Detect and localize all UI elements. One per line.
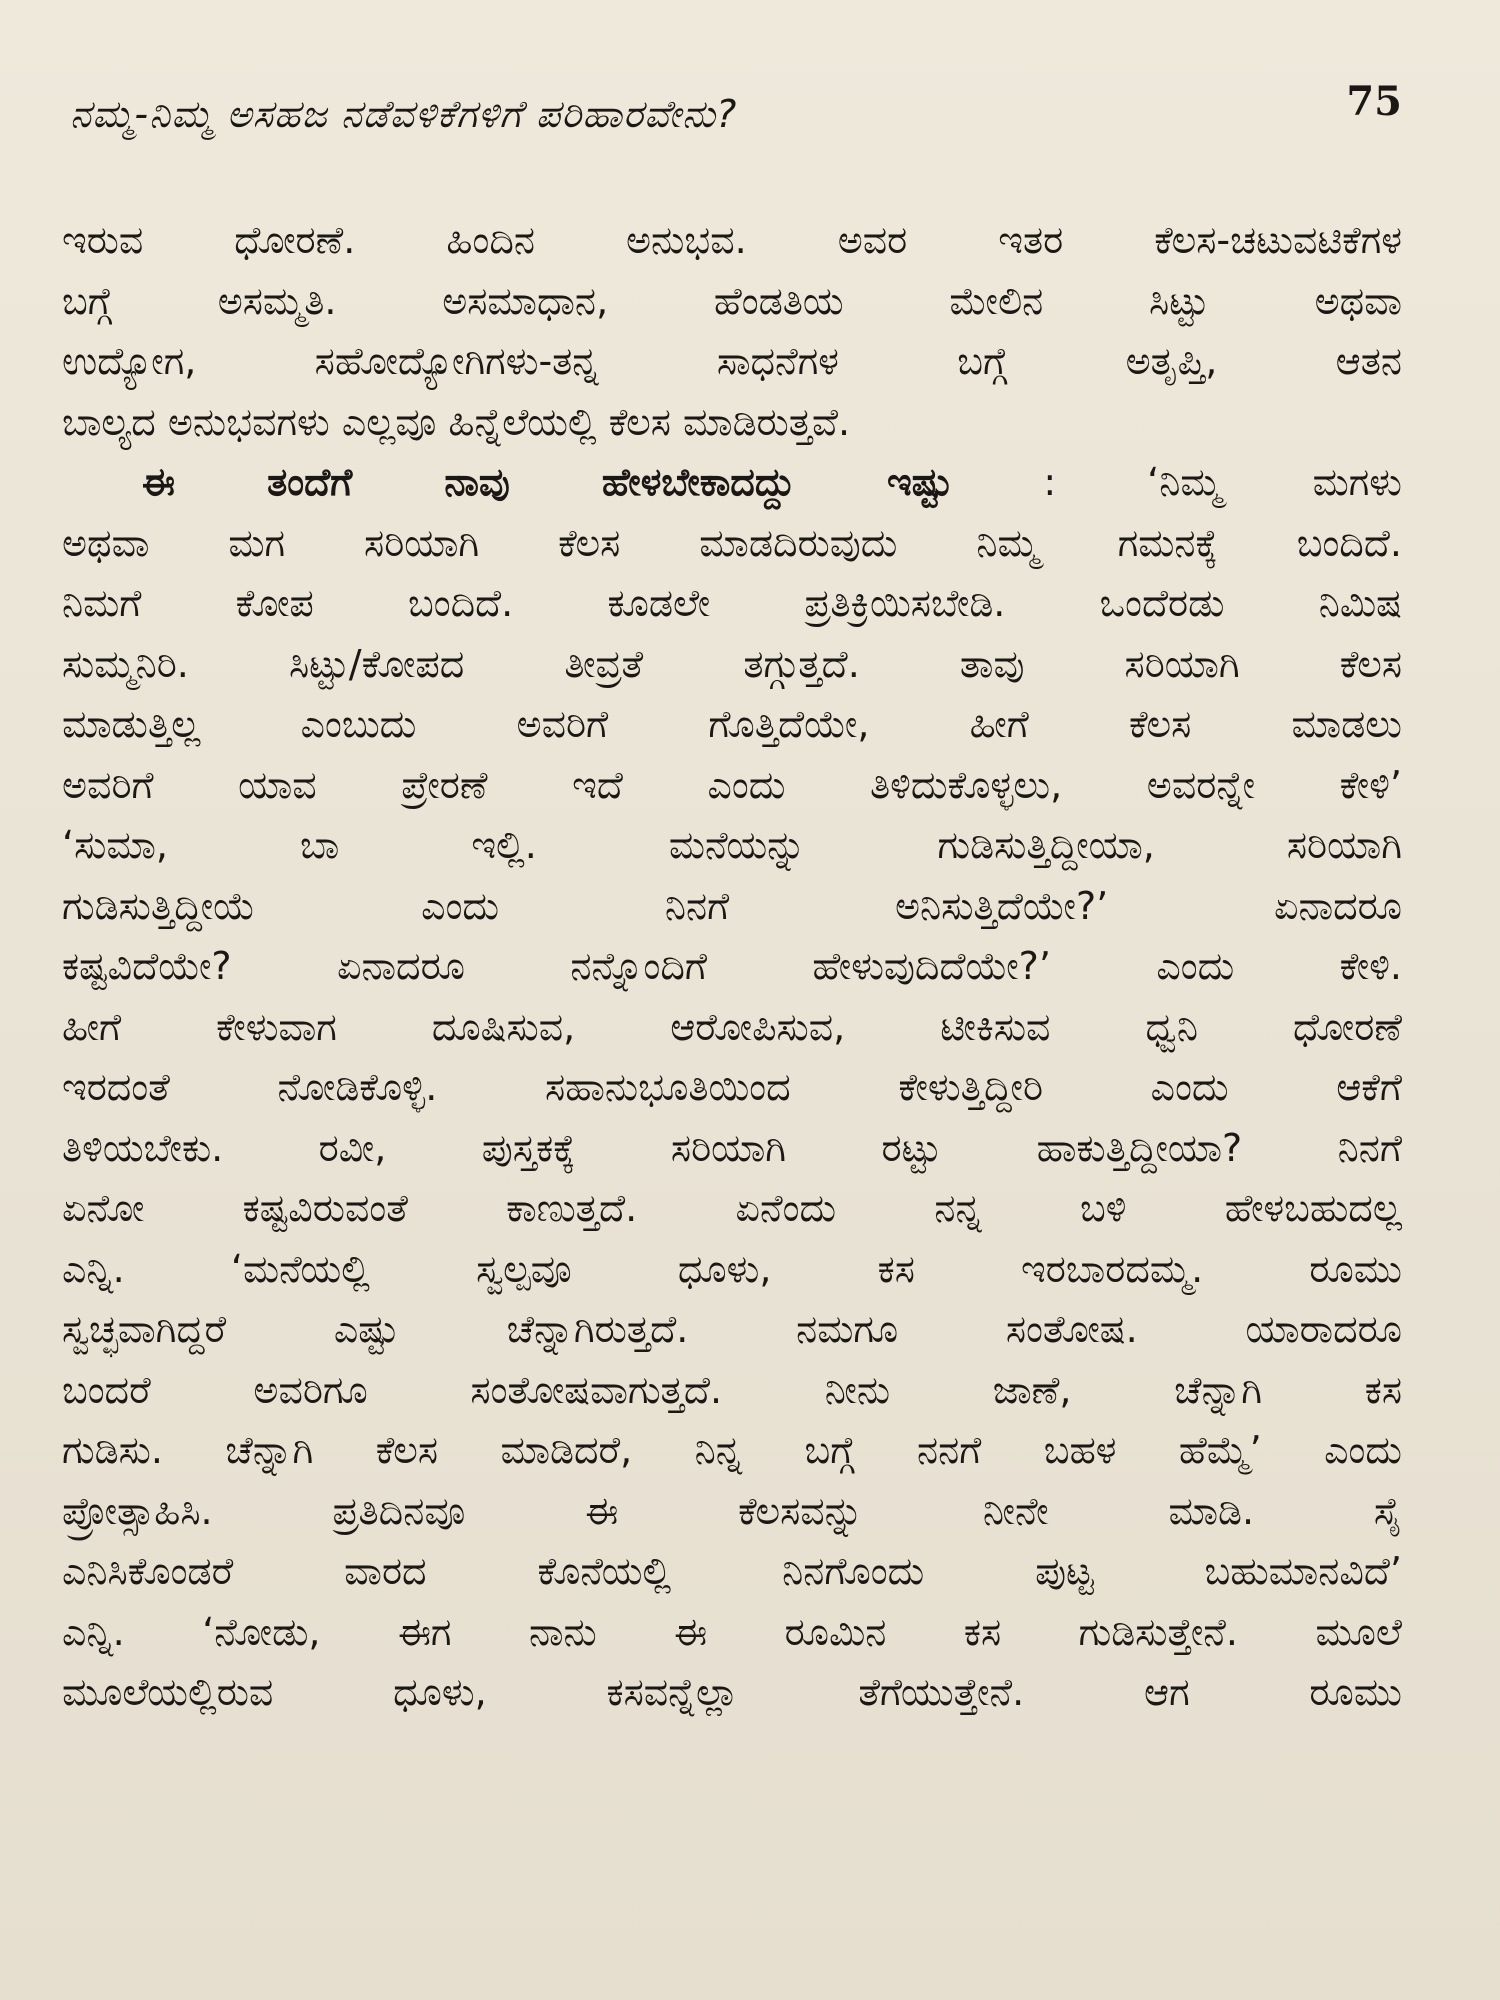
text-line: ಗುಡಿಸುತ್ತಿದ್ದೀಯೆ ಎಂದು ನಿನಗೆ ಅನಿಸುತ್ತಿದೆಯೇ?’ ಏನಾದರೂ [62,883,1402,928]
bold-lead-text: ಈ ತಂದೆಗೆ ನಾವು ಹೇಳಬೇಕಾದದ್ದು ಇಷ್ಟು [142,460,953,504]
text-line: ಗುಡಿಸು. ಚೆನ್ನಾಗಿ ಕೆಲಸ ಮಾಡಿದರೆ, ನಿನ್ನ ಬಗ್ಗೆ ನನಗೆ ಬಹಳ ಹೆಮ್ಮೆ’ ಎಂದು [62,1428,1402,1472]
quote-start-text: : ‘ನಿಮ್ಮ ಮಗಳು [952,460,1402,504]
text-line: ಉದ್ಯೋಗ, ಸಹೋದ್ಯೋಗಿಗಳು-ತನ್ನ ಸಾಧನೆಗಳ ಬಗ್ಗೆ ಅತೃಪ್ತಿ, ಆತನ [62,339,1402,383]
text-line: ಬಾಲ್ಯದ ಅನುಭವಗಳು ಎಲ್ಲವೂ ಹಿನ್ನೆಲೆಯಲ್ಲಿ ಕೆಲಸ ಮಾಡಿರುತ್ತವೆ. [62,399,851,444]
text-line: ಇರುವ ಧೋರಣೆ. ಹಿಂದಿನ ಅನುಭವ. ಅವರ ಇತರ ಕೆಲಸ-ಚಟುವಟಿಕೆಗಳ [62,218,1402,262]
text-line: ಅವರಿಗೆ ಯಾವ ಪ್ರೇರಣೆ ಇದೆ ಎಂದು ತಿಳಿದುಕೊಳ್ಳಲು, ಅವರನ್ನೇ ಕೇಳಿ’ [62,762,1402,807]
text-line: ಏನೋ ಕಷ್ಟವಿರುವಂತೆ ಕಾಣುತ್ತದೆ. ಏನೆಂದು ನನ್ನ ಬಳಿ ಹೇಳಬಹುದಲ್ಲ [62,1186,1402,1230]
text-line: ಅಥವಾ ಮಗ ಸರಿಯಾಗಿ ಕೆಲಸ ಮಾಡದಿರುವುದು ನಿಮ್ಮ ಗಮನಕ್ಕೆ ಬಂದಿದೆ. [62,520,1402,565]
text-line: ಹೀಗೆ ಕೇಳುವಾಗ ದೂಷಿಸುವ, ಆರೋಪಿಸುವ, ಟೀಕಿಸುವ ಧ್ವನಿ ಧೋರಣೆ [62,1004,1402,1049]
text-line: ನಿಮಗೆ ಕೋಪ ಬಂದಿದೆ. ಕೂಡಲೇ ಪ್ರತಿಕ್ರಿಯಿಸಬೇಡಿ. ಒಂದೆರಡು ನಿಮಿಷ [62,581,1402,625]
page-header [70,78,1402,148]
body-text [62,210,1402,1723]
text-line: ಪ್ರೋತ್ಸಾಹಿಸಿ. ಪ್ರತಿದಿನವೂ ಈ ಕೆಲಸವನ್ನು ನೀನೇ ಮಾಡಿ. ಸೈ [62,1488,1402,1533]
text-line: ತಿಳಿಯಬೇಕು. ರವೀ, ಪುಸ್ತಕಕ್ಕೆ ಸರಿಯಾಗಿ ರಟ್ಟು ಹಾಕುತ್ತಿದ್ದೀಯಾ? ನಿನಗೆ [62,1125,1402,1170]
page-number: 75 [1346,78,1402,125]
text-line: ಬಂದರೆ ಅವರಿಗೂ ಸಂತೋಷವಾಗುತ್ತದೆ. ನೀನು ಜಾಣೆ, ಚೆನ್ನಾಗಿ ಕಸ [62,1367,1402,1412]
text-line: ಬಗ್ಗೆ ಅಸಮ್ಮತಿ. ಅಸಮಾಧಾನ, ಹೆಂಡತಿಯ ಮೇಲಿನ ಸಿಟ್ಟು ಅಥವಾ [62,278,1402,323]
text-line: ಎನ್ನಿ. ‘ನೋಡು, ಈಗ ನಾನು ಈ ರೂಮಿನ ಕಸ ಗುಡಿಸುತ್ತೇನೆ. ಮೂಲೆ [62,1609,1402,1654]
paragraph-start-line [62,452,1402,513]
text-line: ಎನಿಸಿಕೊಂಡರೆ ವಾರದ ಕೊನೆಯಲ್ಲಿ ನಿನಗೊಂದು ಪುಟ್ಟ ಬಹುಮಾನವಿದೆ’ [62,1549,1402,1593]
running-title: ನಮ್ಮ-ನಿಮ್ಮ ಅಸಹಜ ನಡೆವಳಿಕೆಗಳಿಗೆ ಪರಿಹಾರವೇನು? [70,92,738,136]
text-line: ಮೂಲೆಯಲ್ಲಿರುವ ಧೂಳು, ಕಸವನ್ನೆಲ್ಲಾ ತೆಗೆಯುತ್ತೇನೆ. ಆಗ ರೂಮು [62,1670,1402,1714]
text-line: ಸುಮ್ಮನಿರಿ. ಸಿಟ್ಟು/ಕೋಪದ ತೀವ್ರತೆ ತಗ್ಗುತ್ತದೆ. ತಾವು ಸರಿಯಾಗಿ ಕೆಲಸ [62,641,1402,686]
text-line: ಇರದಂತೆ ನೋಡಿಕೊಳ್ಳಿ. ಸಹಾನುಭೂತಿಯಿಂದ ಕೇಳುತ್ತಿದ್ದೀರಿ ಎಂದು ಆಕೆಗೆ [62,1065,1402,1109]
text-line: ಮಾಡುತ್ತಿಲ್ಲ ಎಂಬುದು ಅವರಿಗೆ ಗೊತ್ತಿದೆಯೇ, ಹೀಗೆ ಕೆಲಸ ಮಾಡಲು [62,702,1402,746]
text-line: ಎನ್ನಿ. ‘ಮನೆಯಲ್ಲಿ ಸ್ವಲ್ಪವೂ ಧೂಳು, ಕಸ ಇರಬಾರದಮ್ಮ. ರೂಮು [62,1246,1402,1291]
text-line: ಕಷ್ಟವಿದೆಯೇ? ಏನಾದರೂ ನನ್ನೊಂದಿಗೆ ಹೇಳುವುದಿದೆಯೇ?’ ಎಂದು ಕೇಳಿ. [62,944,1402,988]
text-line: ಸ್ವಚ್ಛವಾಗಿದ್ದರೆ ಎಷ್ಟು ಚೆನ್ನಾಗಿರುತ್ತದೆ. ನಮಗೂ ಸಂತೋಷ. ಯಾರಾದರೂ [62,1307,1402,1351]
text-line: ‘ಸುಮಾ, ಬಾ ಇಲ್ಲಿ. ಮನೆಯನ್ನು ಗುಡಿಸುತ್ತಿದ್ದೀಯಾ, ಸರಿಯಾಗಿ [62,823,1402,867]
